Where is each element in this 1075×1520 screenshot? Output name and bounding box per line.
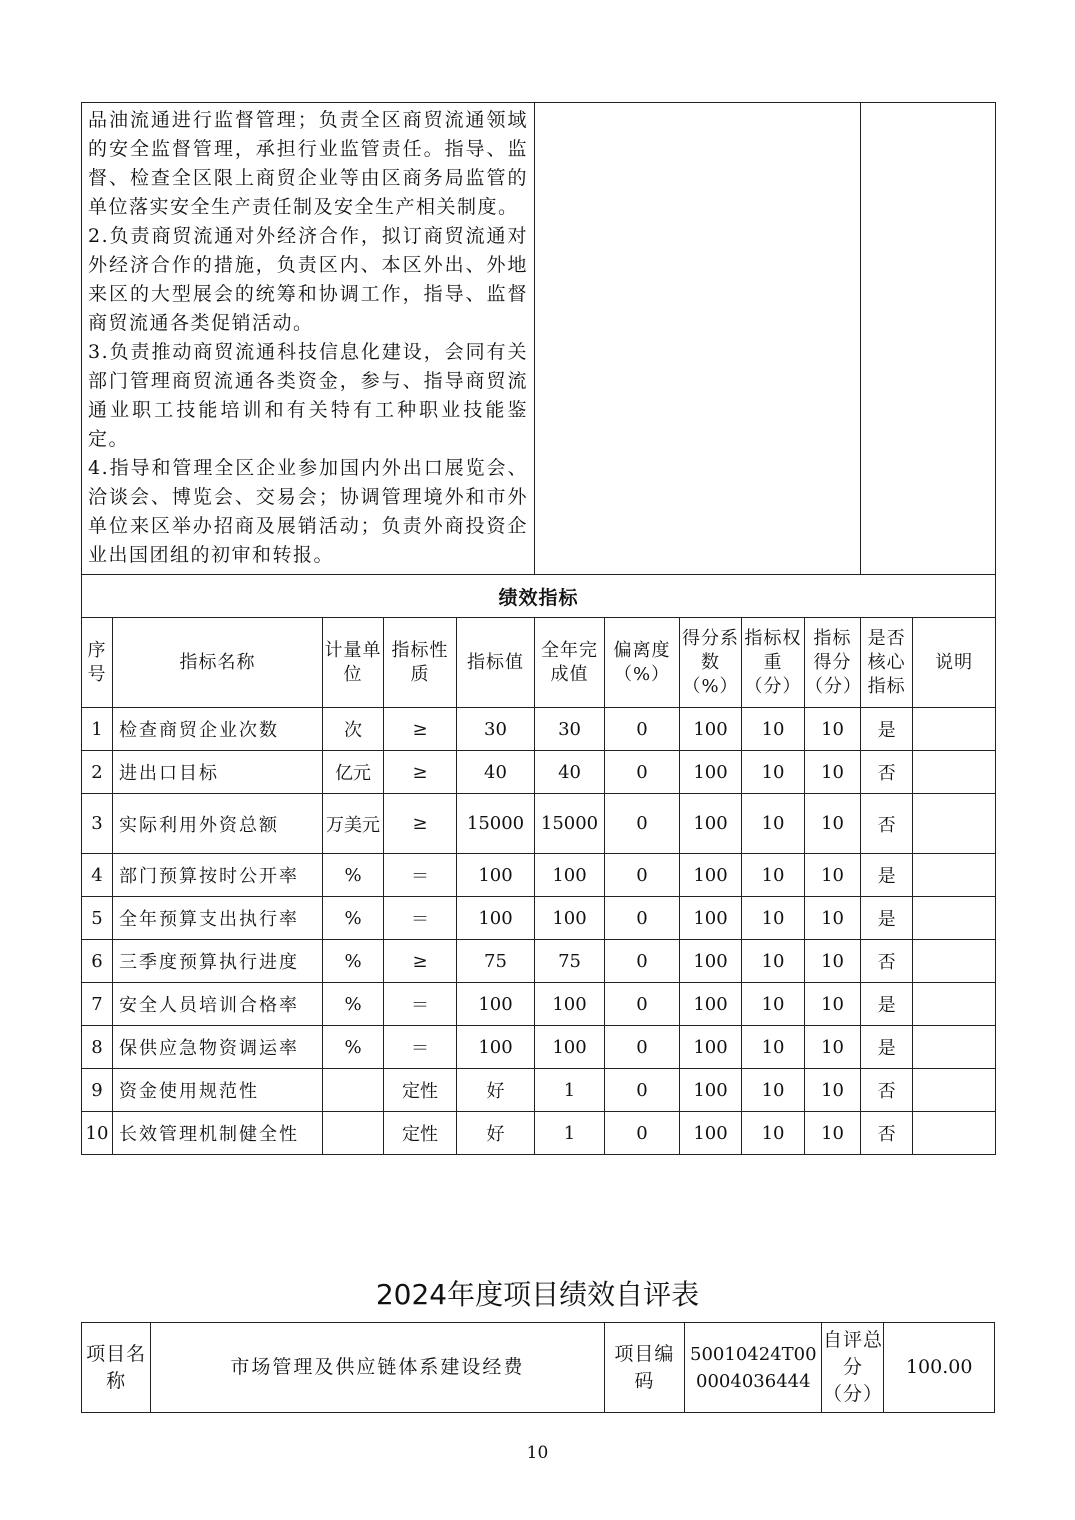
indicator-unit-cell [323,1069,384,1112]
indicator-coef-cell: 100 [680,1069,742,1112]
indicator-coef-cell: 100 [680,897,742,940]
indicator-row [82,854,996,897]
indicator-name-cell: 检查商贸企业次数 [113,708,323,751]
indicator-seq-cell: 3 [82,794,113,854]
indicator-nature-cell: 定性 [384,1112,457,1155]
indicator-name-cell: 保供应急物资调运率 [113,1026,323,1069]
indicator-coef-cell: 100 [680,794,742,854]
duty-paragraph: 2.负责商贸流通对外经济合作，拟订商贸流通对外经济合作的措施，负责区内、本区外出、外地来区的大型展会的统筹和协调工作，指导、监督商贸流通各类促销活动。 [88,225,529,334]
indicator-weight-cell: 10 [742,794,805,854]
indicator-actual-cell: 100 [535,854,605,897]
document-title: 2024年度项目绩效自评表 [375,1278,700,1311]
indicator-deviation-cell: 0 [605,854,680,897]
self-score: 100.00 [884,1323,995,1413]
indicator-coef-cell: 100 [680,940,742,983]
empty-cell [861,103,996,575]
indicator-name-cell: 三季度预算执行进度 [113,940,323,983]
indicator-seq-cell: 8 [82,1026,113,1069]
indicator-note-cell [913,940,996,983]
header-unit: 计量单位 [323,618,384,708]
indicator-name-cell: 安全人员培训合格率 [113,983,323,1026]
header-name: 指标名称 [113,618,323,708]
indicator-name-cell: 进出口目标 [113,751,323,794]
indicator-row [82,1069,996,1112]
indicator-actual-cell: 40 [535,751,605,794]
indicator-actual-cell: 75 [535,940,605,983]
indicator-nature-cell: ＝ [384,854,457,897]
indicator-note-cell [913,854,996,897]
indicator-score-cell: 10 [805,1069,861,1112]
indicator-coef-cell: 100 [680,1112,742,1155]
indicator-row [82,708,996,751]
indicator-score-cell: 10 [805,751,861,794]
indicator-core-cell: 是 [861,854,913,897]
header-nature: 指标性质 [384,618,457,708]
indicator-core-cell: 否 [861,751,913,794]
duties-row [82,103,996,575]
indicator-core-cell: 是 [861,708,913,751]
indicator-target-cell: 100 [457,854,535,897]
indicator-seq-cell: 9 [82,1069,113,1112]
project-info-row [82,1323,995,1413]
indicator-deviation-cell: 0 [605,751,680,794]
indicator-score-cell: 10 [805,1026,861,1069]
indicator-core-cell: 否 [861,1112,913,1155]
indicator-row [82,897,996,940]
indicator-seq-cell: 1 [82,708,113,751]
indicator-weight-cell: 10 [742,854,805,897]
project-info-table [81,1322,995,1413]
indicator-row [82,940,996,983]
indicator-unit-cell: % [323,854,384,897]
indicator-target-cell: 好 [457,1112,535,1155]
indicator-nature-cell: 定性 [384,1069,457,1112]
indicator-deviation-cell: 0 [605,1069,680,1112]
duties-cell [82,103,535,575]
indicator-weight-cell: 10 [742,1026,805,1069]
indicator-score-cell: 10 [805,854,861,897]
indicator-coef-cell: 100 [680,1026,742,1069]
indicator-actual-cell: 15000 [535,794,605,854]
project-name-label: 项目名称 [82,1323,151,1413]
indicator-actual-cell: 1 [535,1069,605,1112]
indicator-note-cell [913,983,996,1026]
indicator-nature-cell: ＝ [384,983,457,1026]
indicator-deviation-cell: 0 [605,708,680,751]
header-note: 说明 [913,618,996,708]
indicator-unit-cell: % [323,897,384,940]
indicator-unit-cell: % [323,983,384,1026]
indicator-actual-cell: 30 [535,708,605,751]
duty-paragraph: 3.负责推动商贸流通科技信息化建设，会同有关部门管理商贸流通各类资金，参与、指导商贸流通业职工技能培训和有关特有工种职业技能鉴定。 [88,341,529,450]
duty-paragraph: 4.指导和管理全区企业参加国内外出口展览会、洽谈会、博览会、交易会；协调管理境外和市外单位来区举办招商及展销活动；负责外商投资企业出国团组的初审和转报。 [88,457,529,566]
indicator-actual-cell: 100 [535,1026,605,1069]
header-coef: 得分系数（%） [680,618,742,708]
indicator-core-cell: 否 [861,794,913,854]
indicator-note-cell [913,1069,996,1112]
indicator-coef-cell: 100 [680,708,742,751]
indicator-row [82,1112,996,1155]
header-weight: 指标权重（分） [742,618,805,708]
indicator-actual-cell: 1 [535,1112,605,1155]
indicator-target-cell: 75 [457,940,535,983]
indicator-weight-cell: 10 [742,751,805,794]
indicator-score-cell: 10 [805,940,861,983]
indicator-nature-cell: ＝ [384,897,457,940]
indicator-actual-cell: 100 [535,897,605,940]
section-title: 绩效指标 [82,575,996,618]
indicator-target-cell: 100 [457,1026,535,1069]
indicator-coef-cell: 100 [680,751,742,794]
indicator-weight-cell: 10 [742,897,805,940]
header-core: 是否核心指标 [861,618,913,708]
indicator-deviation-cell: 0 [605,897,680,940]
self-score-label: 自评总分（分） [822,1323,884,1413]
header-target: 指标值 [457,618,535,708]
project-code-label: 项目编码 [604,1323,685,1413]
indicator-score-cell: 10 [805,983,861,1026]
indicator-name-cell: 长效管理机制健全性 [113,1112,323,1155]
indicator-target-cell: 好 [457,1069,535,1112]
header-deviation: 偏离度（%） [605,618,680,708]
indicator-nature-cell: ≥ [384,751,457,794]
indicator-unit-cell [323,1112,384,1155]
indicator-note-cell [913,708,996,751]
indicator-seq-cell: 4 [82,854,113,897]
header-seq: 序号 [82,618,113,708]
indicator-actual-cell: 100 [535,983,605,1026]
indicator-row [82,751,996,794]
indicator-note-cell [913,1026,996,1069]
indicator-seq-cell: 2 [82,751,113,794]
indicator-weight-cell: 10 [742,1112,805,1155]
indicator-name-cell: 部门预算按时公开率 [113,854,323,897]
indicator-unit-cell: 次 [323,708,384,751]
indicator-deviation-cell: 0 [605,794,680,854]
indicator-nature-cell: ≥ [384,794,457,854]
indicator-seq-cell: 7 [82,983,113,1026]
indicator-score-cell: 10 [805,708,861,751]
indicator-nature-cell: ≥ [384,708,457,751]
header-actual: 全年完成值 [535,618,605,708]
indicator-coef-cell: 100 [680,983,742,1026]
indicator-note-cell [913,751,996,794]
indicator-unit-cell: 万美元 [323,794,384,854]
indicator-deviation-cell: 0 [605,940,680,983]
indicator-core-cell: 是 [861,983,913,1026]
indicator-target-cell: 40 [457,751,535,794]
indicator-name-cell: 资金使用规范性 [113,1069,323,1112]
indicator-weight-cell: 10 [742,708,805,751]
empty-cell [535,103,861,575]
indicator-note-cell [913,1112,996,1155]
indicator-unit-cell: 亿元 [323,751,384,794]
indicator-target-cell: 30 [457,708,535,751]
indicator-nature-cell: ≥ [384,940,457,983]
indicator-row [82,794,996,854]
indicator-score-cell: 10 [805,897,861,940]
indicator-note-cell [913,794,996,854]
duty-paragraph: 品油流通进行监督管理；负责全区商贸流通领域的安全监督管理，承担行业监管责任。指导、监督、检查全区限上商贸企业等由区商务局监管的单位落实安全生产责任制及安全生产相关制度。 [88,109,529,218]
indicator-name-cell: 全年预算支出执行率 [113,897,323,940]
indicator-core-cell: 是 [861,1026,913,1069]
indicator-name-cell: 实际利用外资总额 [113,794,323,854]
indicator-score-cell: 10 [805,794,861,854]
indicator-weight-cell: 10 [742,1069,805,1112]
indicator-seq-cell: 5 [82,897,113,940]
indicator-weight-cell: 10 [742,983,805,1026]
indicator-weight-cell: 10 [742,940,805,983]
indicator-core-cell: 是 [861,897,913,940]
indicator-deviation-cell: 0 [605,1026,680,1069]
header-row [82,618,996,708]
indicator-unit-cell: % [323,940,384,983]
project-code: 50010424T000004036444 [685,1323,822,1413]
indicator-row [82,1026,996,1069]
section-title-row [82,575,996,618]
indicator-seq-cell: 10 [82,1112,113,1155]
indicator-seq-cell: 6 [82,940,113,983]
indicator-deviation-cell: 0 [605,1112,680,1155]
header-score: 指标得分（分） [805,618,861,708]
indicator-deviation-cell: 0 [605,983,680,1026]
indicator-unit-cell: % [323,1026,384,1069]
project-name: 市场管理及供应链体系建设经费 [151,1323,604,1413]
indicator-score-cell: 10 [805,1112,861,1155]
indicator-target-cell: 100 [457,897,535,940]
indicator-target-cell: 100 [457,983,535,1026]
indicator-coef-cell: 100 [680,854,742,897]
indicator-nature-cell: ＝ [384,1026,457,1069]
indicator-row [82,983,996,1026]
performance-table [81,102,996,1155]
indicator-note-cell [913,897,996,940]
indicator-core-cell: 否 [861,940,913,983]
indicator-target-cell: 15000 [457,794,535,854]
indicator-core-cell: 否 [861,1069,913,1112]
page-number: 10 [526,1443,549,1463]
